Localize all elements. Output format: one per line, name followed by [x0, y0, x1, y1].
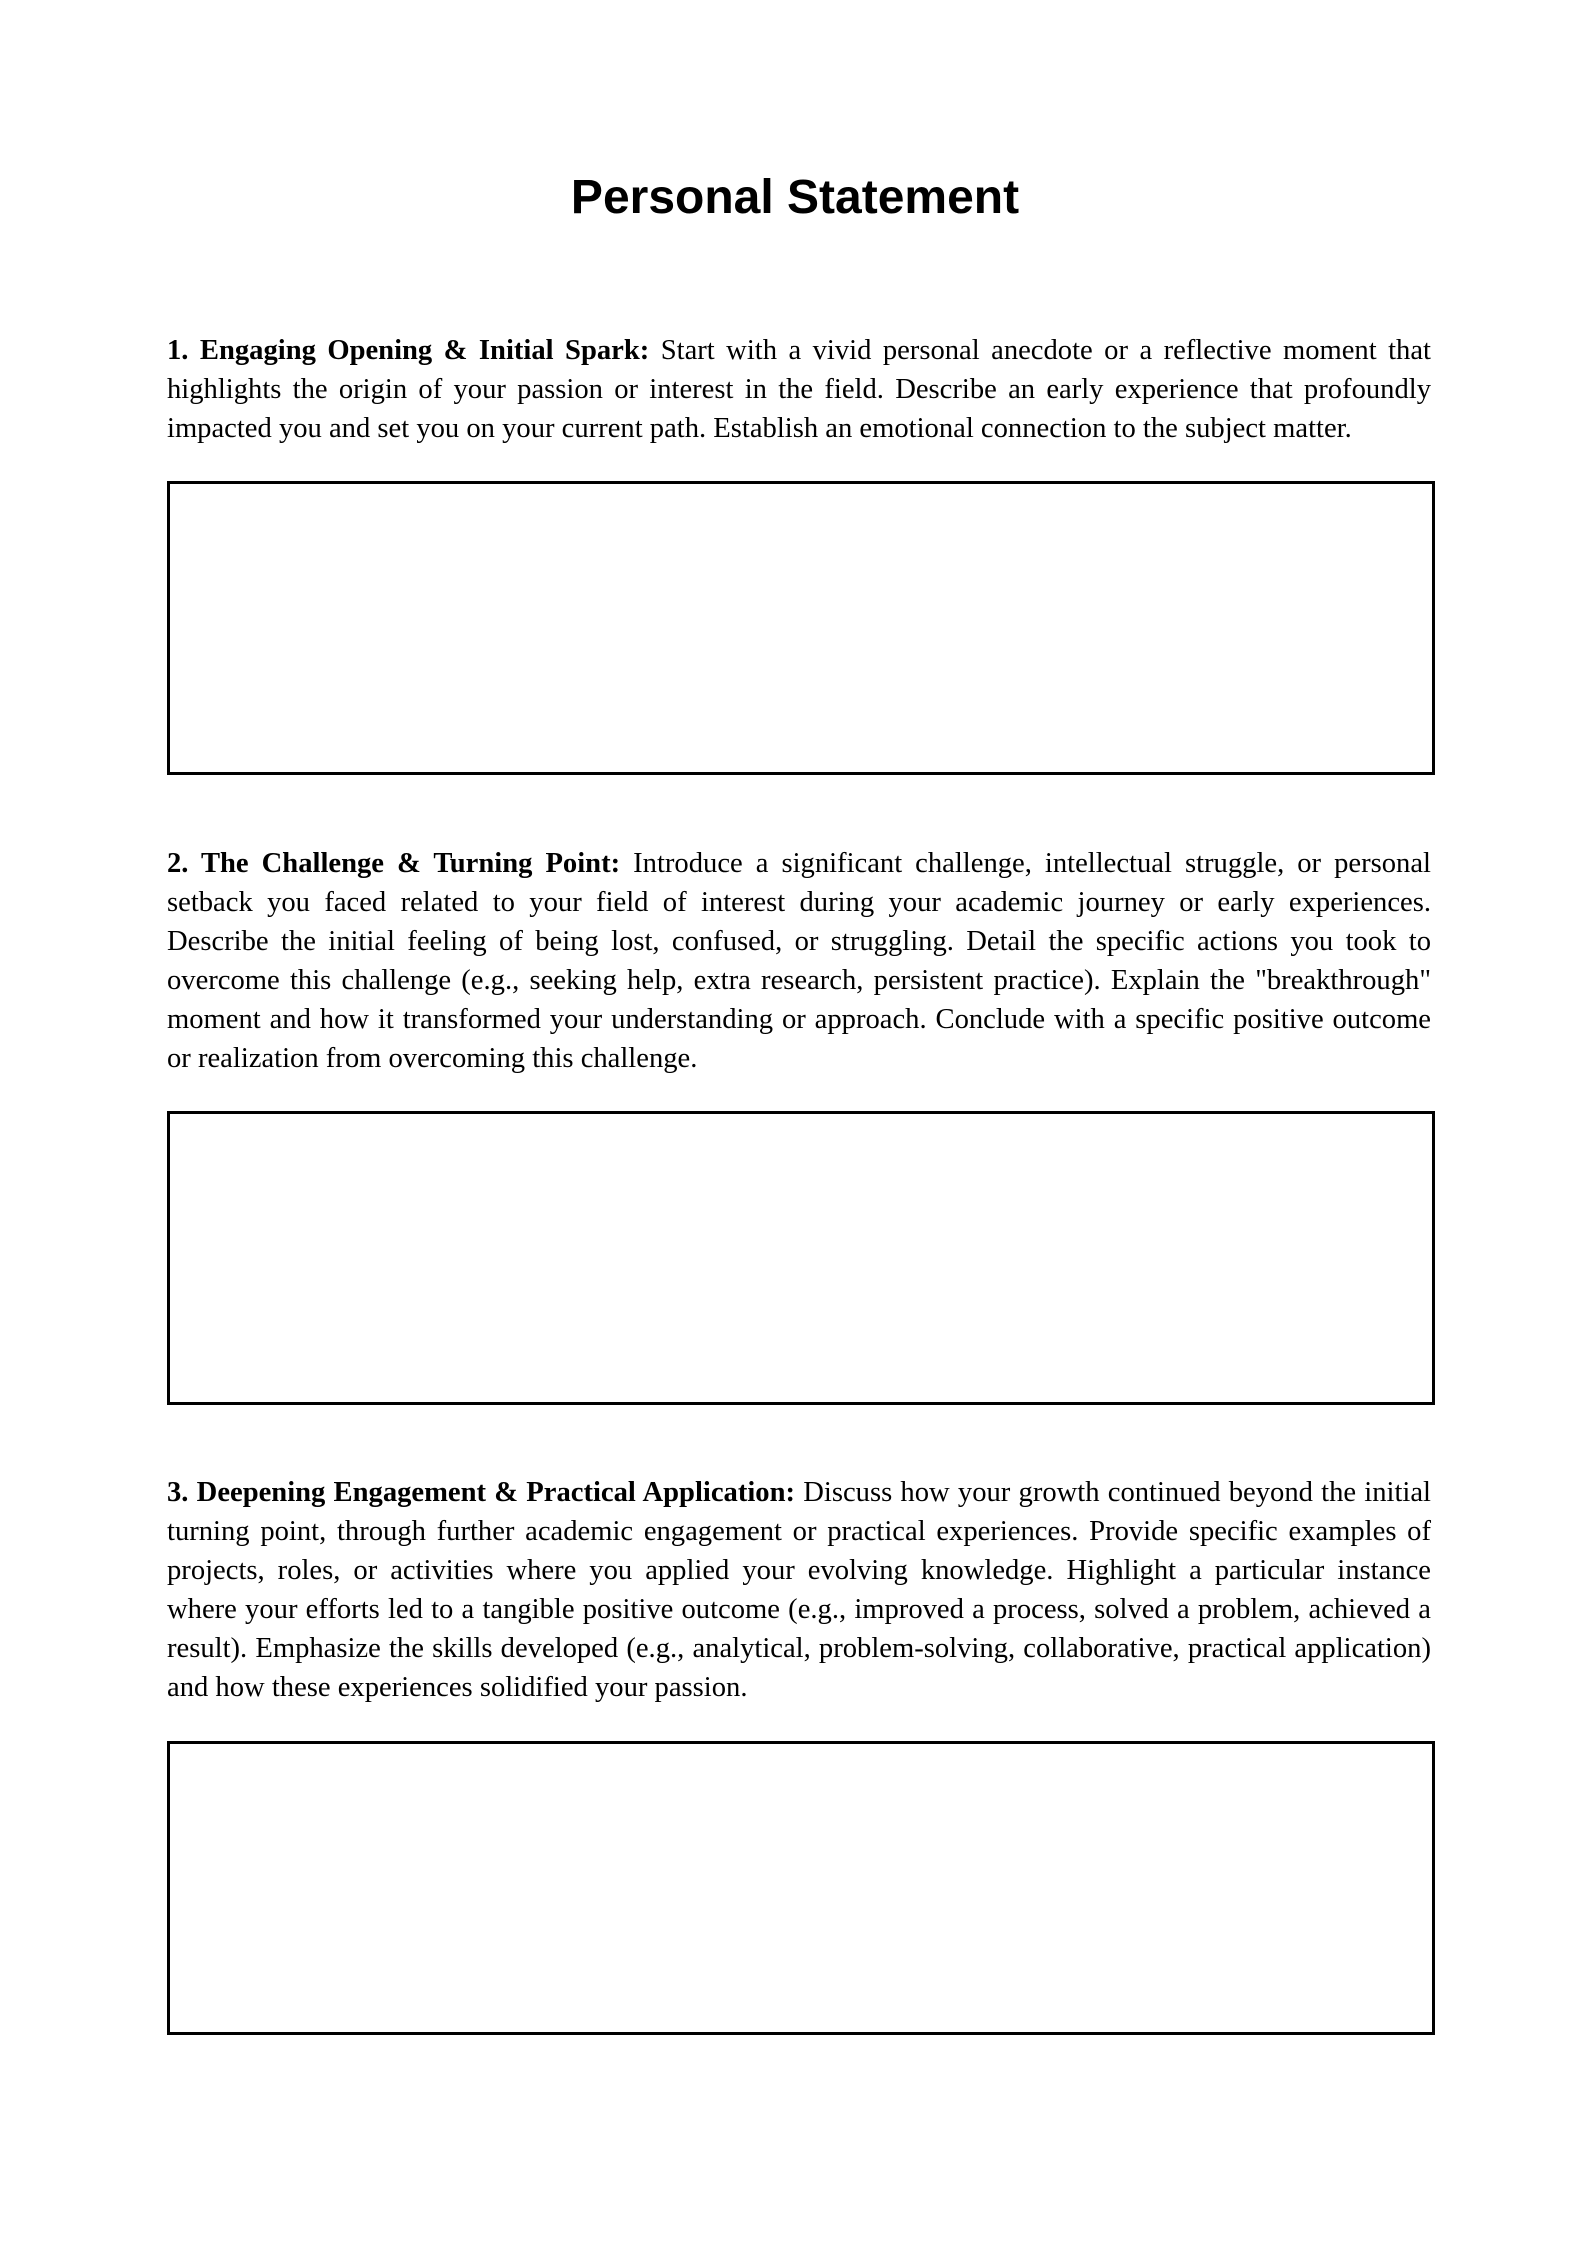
page-title: Personal Statement: [570, 171, 1020, 224]
section-1-body: Start with a vivid personal anecdote or a reflective moment that highlights the origin of your passion or interest in the field. Describe an early experience that profoundly impacted you and set you on your current path. Establish an emotional connection to the subject matter.: [167, 335, 1431, 444]
section-3-answer-box[interactable]: [167, 1741, 1435, 2035]
section-1-prompt: [167, 331, 1431, 448]
section-1-heading: 1. Engaging Opening & Initial Spark:: [167, 335, 650, 366]
section-3-heading: 3. Deepening Engagement & Practical Application:: [167, 1477, 796, 1508]
section-1-answer-box[interactable]: [167, 481, 1435, 775]
section-2-answer-box[interactable]: [167, 1111, 1435, 1405]
section-2-prompt: [167, 844, 1431, 1078]
section-3-body: Discuss how your growth continued beyond the initial turning point, through further academic engagement or practical experiences. Provide specific examples of projects, roles, or activities where you applied your evolving knowledge. Highlight a particular instance where your efforts led to a tangible positive outcome (e.g., improved a process, solved a problem, achieved a result). Emphasize the skills developed (e.g., analytical, problem-solving, collaborative, practical application) and how these experiences solidified your passion.: [167, 1477, 1431, 1703]
section-3-prompt: [167, 1473, 1431, 1707]
section-2-heading: 2. The Challenge & Turning Point:: [167, 848, 621, 879]
section-2-body: Introduce a significant challenge, intellectual struggle, or personal setback you faced related to your field of interest during your academic journey or early experiences. Describe the initial feeling of being lost, confused, or struggling. Detail the specific actions you took to overcome this challenge (e.g., seeking help, extra research, persistent practice). Explain the "breakthrough" moment and how it transformed your understanding or approach. Conclude with a specific positive outcome or realization from overcoming this challenge.: [167, 848, 1431, 1074]
